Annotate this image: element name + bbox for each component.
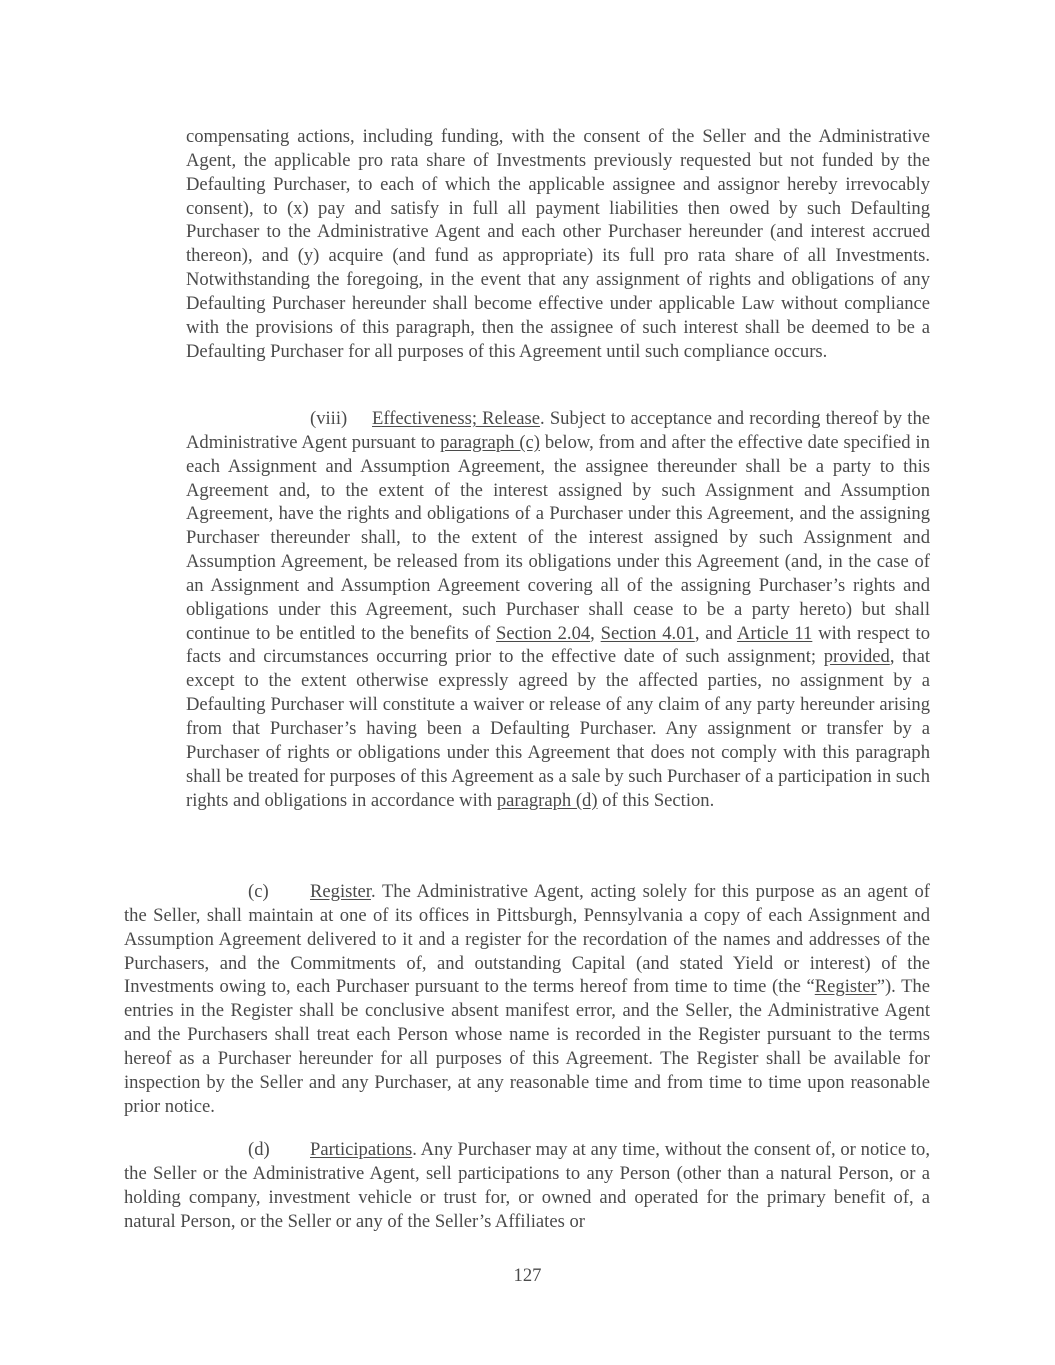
cross-reference-link: paragraph (d) <box>496 789 598 811</box>
defined-term: Register <box>814 976 877 998</box>
clause-heading: Register <box>310 881 371 902</box>
clause-number: (viii) <box>310 408 348 429</box>
clause-text: . Any Purchaser may at any time, without the consent of, or notice to, the Seller or the Administrative Agent, sell participations to any Person (other than a natural Person, or a holding company, investment vehicle or trust for, or owned and operated for the primary benefit of, a natural Person, or the Seller or any of the Seller’s Affiliates or <box>124 1139 930 1232</box>
clause-text: . The Administrative Agent, acting solely for this purpose as an agent of the Seller, shall maintain at one of its offices in Pittsburgh, Pennsylvania a copy of each Assignment and Assumption Agreement delivered to it and a register for the recordation of the names and addresses of the Purchasers, and the Commitments of, and outstanding Capital (and stated Yield or interest) of the Investments owing to, each Purchaser pursuant to the terms hereof from time to time (the “ <box>124 881 930 998</box>
clause-text: . Subject to acceptance and recording thereof by the Administrative Agent pursuant to <box>186 408 930 453</box>
clause-number: (c) <box>248 881 269 902</box>
cross-reference-link: Article 11 <box>736 622 813 644</box>
clause-heading: Participations <box>310 1139 413 1160</box>
paragraph-continuation <box>186 125 930 363</box>
clause-text: of this Section. <box>597 789 715 811</box>
clause-text: ”). The entries in the Register shall be conclusive absent manifest error, and the Seller, the Administrative Agent and the Purchasers shall treat each Person whose name is recorded in the Register pursuant to the terms hereof as a Purchaser hereunder for all purposes of this Agreement. The Register shall be available for inspection by the Seller and any Purchaser, at any reasonable time and from time to time upon reasonable prior notice. <box>124 976 930 1117</box>
clause-text: , and <box>694 622 737 644</box>
clause-text: below, from and after the effective date specified in each Assignment and Assumption Agreement, the assignee thereunder shall be a party to this Agreement and, to the extent of the interest assigned by such Assignment and Assumption Agreement, have the rights and obligations of a Purchaser under this Agreement, and the assigning Purchaser thereunder shall, to the extent of the interest assigned by such Assignment and Assumption Agreement, be released from its obligations under this Agreement (and, in the case of an Assignment and Assumption Agreement covering all of the assigning Purchaser’s rights and obligations under this Agreement, such Purchaser shall cease to be a party hereto) but shall continue to be entitled to the benefits of <box>186 431 930 644</box>
paragraph-participations <box>124 1138 930 1233</box>
clause-number: (d) <box>248 1139 270 1160</box>
page-number: 127 <box>513 1265 542 1286</box>
paragraph-register <box>124 880 930 1118</box>
clause-text: , <box>590 622 601 644</box>
paragraph-effectiveness-release <box>186 407 930 812</box>
clause-heading: Effectiveness; Release <box>372 408 540 429</box>
clause-text: , that except to the extent otherwise expressly agreed by the affected parties, no assignment by a Defaulting Purchaser will constitute a waiver or release of any claim of any party hereunder arising from that Purchaser’s having been a Defaulting Purchaser. Any assignment or transfer by a Purchaser of rights or obligations under this Agreement that does not comply with this paragraph shall be treated for purposes of this Agreement as a sale by such Purchaser of a participation in such rights and obligations in accordance with <box>186 646 930 811</box>
cross-reference-link: Section 4.01 <box>600 622 695 644</box>
cross-reference-link: Section 2.04 <box>496 622 591 644</box>
clause-text: with respect to facts and circumstances occurring prior to the effective date of such assignment; <box>186 622 931 668</box>
paragraph-text: compensating actions, including funding, with the consent of the Seller and the Administrative Agent, the applicable pro rata share of Investments previously requested but not funded by the Defaulting Purchaser, to each of which the applicable assignee and assignor hereby irrevocably consent), to (x) pay and satisfy in full all payment liabilities then owed by such Defaulting Purchaser to the Administrative Agent and each other Purchaser hereunder (and interest accrued thereon), and (y) acquire (and fund as appropriate) its full pro rata share of all Investments. Notwithstanding the foregoing, in the event that any assignment of rights and obligations of any Defaulting Purchaser hereunder shall become effective under applicable Law without compliance with the provisions of this paragraph, then the assignee of such interest shall be deemed to be a Defaulting Purchaser for all purposes of this Agreement until such compliance occurs. <box>186 126 930 362</box>
defined-term: provided <box>823 646 890 668</box>
cross-reference-link: paragraph (c) <box>440 431 540 453</box>
